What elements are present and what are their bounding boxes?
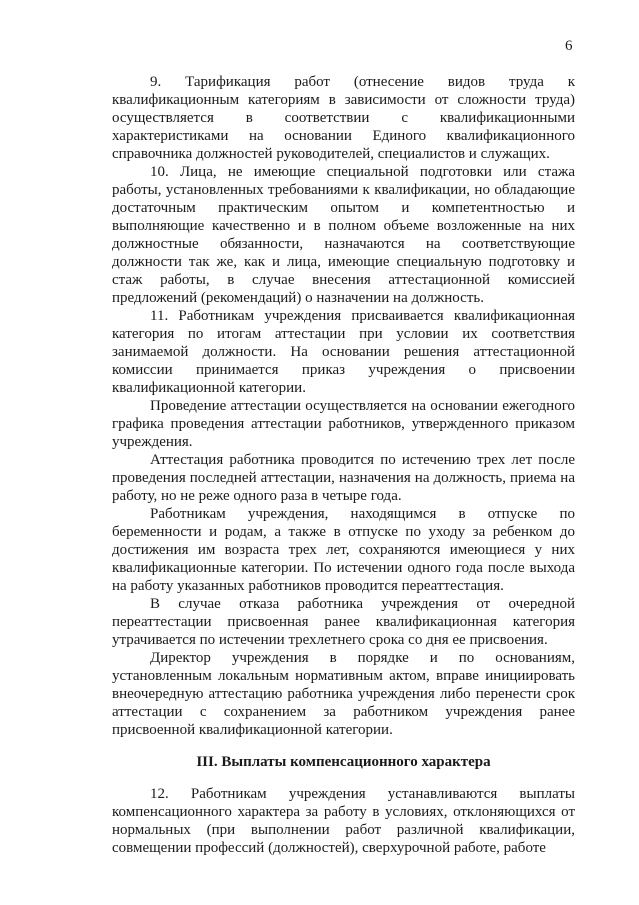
section-heading: III. Выплаты компенсационного характера [196,754,491,770]
paragraph-11: 11. Работникам учреждения присваивается квалификационная категория по итогам аттестации при условии их соответствия занимаемой должности. На основании решения аттестационной комиссии принимается приказ учреждения о присвоении квалификационной категории. [112,308,575,396]
paragraph-maternity-leave: Работникам учреждения, находящимся в отпуске по беременности и родам, а также в отпуске по уходу за ребенком до достижения им возраста трех лет, сохраняются имеющиеся у них квалификационные категории. По истечении одного года после выхода на работу указанных работников проводится переаттестация. [112,506,575,594]
paragraph-attestation-period: Аттестация работника проводится по истечению трех лет после проведения последней аттестации, назначения на должность, приема на работу, но не реже одного раза в четыре года. [112,452,575,504]
paragraph-director: Директор учреждения в порядке и по основаниям, установленным локальным нормативным актом, вправе инициировать внеочередную аттестацию работника учреждения либо перенести срок аттестации с сохранением за работником учреждения ранее присвоенной квалификационной категории. [112,650,575,738]
paragraph-refusal: В случае отказа работника учреждения от очередной переаттестации присвоенная ранее квалификационная категория утрачивается по истечении трехлетнего срока со дня ее присвоения. [112,596,575,648]
document-body [112,73,575,857]
paragraph-12: 12. Работникам учреждения устанавливаются выплаты компенсационного характера за работу в условиях, отклоняющихся от нормальных (при выполнении работ различной квалификации, совмещении профессий (должностей), сверхурочной работе, работе [112,786,575,856]
page-number: 6 [565,38,573,54]
paragraph-10: 10. Лица, не имеющие специальной подготовки или стажа работы, установленных требованиями к квалификации, но обладающие достаточным практическим опытом и компетентностью и выполняющие качественно и в полном объеме возложенные на них должностные обязанности, назначаются на соответствующие должности так же, как и лица, имеющие специальную подготовку и стаж работы, в случае внесения аттестационной комиссией предложений (рекомендаций) о назначении на должность. [112,164,575,306]
paragraph-9: 9. Тарификация работ (отнесение видов труда к квалификационным категориям в зависимости от сложности труда) осуществляется в соответствии с квалификационными характеристиками на основании Единого квалификационного справочника должностей руководителей, специалистов и служащих. [112,74,575,162]
paragraph-attestation-schedule: Проведение аттестации осуществляется на основании ежегодного графика проведения аттестации работников, утвержденного приказом учреждения. [112,398,575,450]
